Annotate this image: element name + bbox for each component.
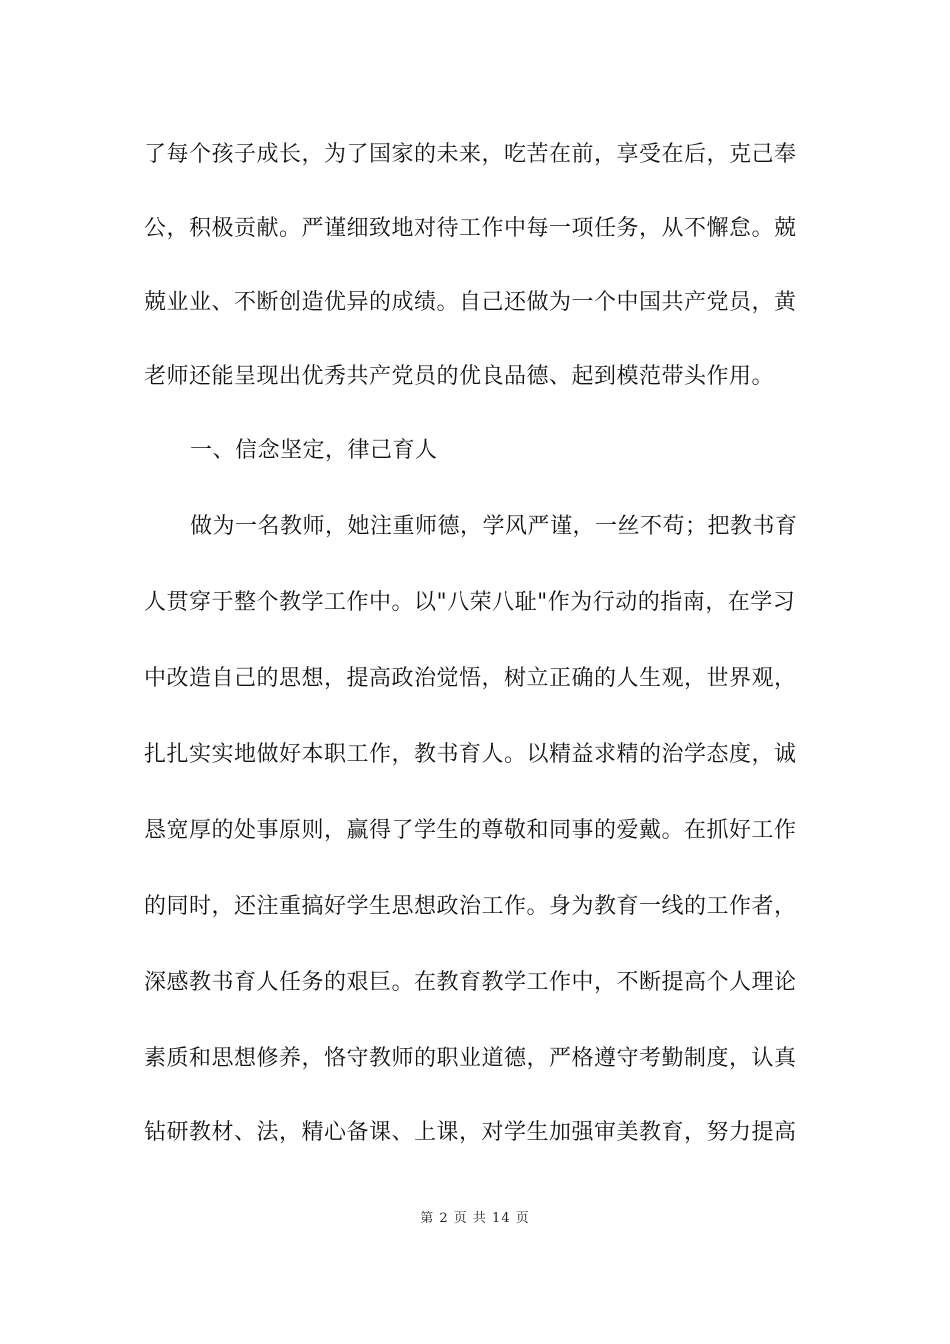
paragraph-line: 深感教书育人任务的艰巨。在教育教学工作中，不断提高个人理论: [144, 970, 797, 995]
paragraph-line: 钻研教材、法，精心备课、上课，对学生加强审美教育，努力提高: [144, 1120, 797, 1145]
paragraph-line: 兢业业、不断创造优异的成绩。自己还做为一个中国共产党员，黄: [144, 290, 797, 315]
paragraph-line: 了每个孩子成长，为了国家的未来，吃苦在前，享受在后，克己奉: [144, 142, 797, 167]
paragraph-line: 公，积极贡献。严谨细致地对待工作中每一项任务，从不懈怠。兢: [144, 216, 797, 241]
paragraph-line: 素质和思想修养，恪守教师的职业道德，严格遵守考勤制度，认真: [144, 1046, 797, 1071]
paragraph-line: 中改造自己的思想，提高政治觉悟，树立正确的人生观，世界观，: [144, 666, 797, 691]
section-heading: 一、信念坚定，律己育人: [190, 438, 438, 463]
paragraph-line: 做为一名教师，她注重师德，学风严谨，一丝不苟；把教书育: [190, 514, 798, 539]
paragraph-line: 老师还能呈现出优秀共产党员的优良品德、起到模范带头作用。: [144, 364, 775, 389]
paragraph-line: 扎扎实实地做好本职工作，教书育人。以精益求精的治学态度，诚: [144, 742, 797, 767]
paragraph-line: 恳宽厚的处事原则，赢得了学生的尊敬和同事的爱戴。在抓好工作: [144, 818, 797, 843]
page-number-footer: 第 2 页 共 14 页: [420, 1211, 530, 1226]
paragraph-line: 的同时，还注重搞好学生思想政治工作。身为教育一线的工作者，: [144, 894, 797, 919]
paragraph-line: 人贯穿于整个教学工作中。以"八荣八耻"作为行动的指南，在学习: [144, 590, 796, 615]
